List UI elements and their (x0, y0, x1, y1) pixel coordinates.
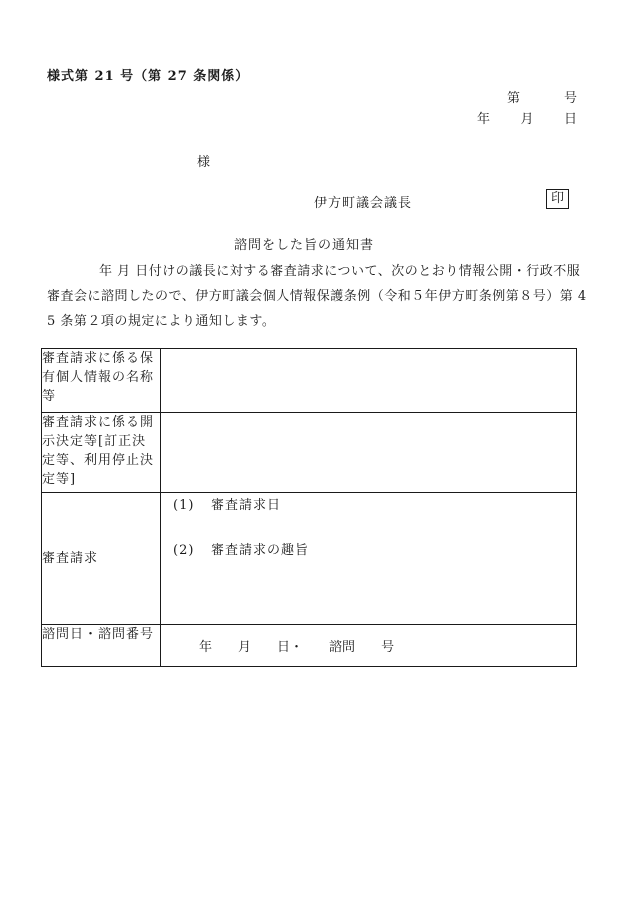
date-day: 日 (563, 112, 577, 127)
document-title: 諮問をした旨の通知書 (234, 238, 375, 253)
date-year: 年 (477, 112, 491, 127)
table-row (42, 493, 577, 625)
sender-name: 伊方町議会議長 (314, 196, 413, 211)
doc-number-suffix: 号 (563, 91, 577, 106)
addressee: 様 (197, 155, 211, 170)
value-disclosure-decision (161, 413, 577, 493)
label-disclosure-decision: 審査請求に係る開示決定等[訂正決定等、利用停止決定等] (42, 413, 161, 493)
table-row (42, 349, 577, 413)
label-review-request: 審査請求 (42, 493, 161, 625)
value-personal-info-name (161, 349, 577, 413)
review-request-date-item (173, 496, 564, 515)
inquiry-year: 年 (199, 639, 213, 655)
notice-table (41, 348, 577, 667)
label-personal-info-name: 審査請求に係る保有個人情報の名称等 (42, 349, 161, 413)
item-number: (1) (173, 498, 195, 513)
value-inquiry-date-number (161, 625, 577, 667)
item-number: (2) (173, 543, 195, 558)
doc-number-prefix: 第 (507, 91, 521, 106)
label-inquiry-date-number: 諮問日・諮問番号 (42, 625, 161, 667)
item-text: 審査請求の趣旨 (211, 543, 310, 558)
inquiry-day: 日・ (277, 639, 304, 655)
seal-stamp: 印 (546, 189, 569, 209)
inquiry-number: 号 (381, 639, 395, 655)
item-text: 審査請求日 (211, 498, 282, 513)
form-number: 様式第 21 号（第 27 条関係） (47, 69, 250, 84)
table-row (42, 413, 577, 493)
table-row (42, 625, 577, 667)
review-request-purpose-item (173, 541, 564, 560)
inquiry-label: 諮問 (329, 639, 356, 655)
inquiry-month: 月 (238, 639, 252, 655)
body-paragraph: 年 月 日付けの議長に対する審査請求について、次のとおり情報公開・行政不服審査会に諮問したので、伊方町議会個人情報保護条例（令和５年伊方町条例第８号）第 45 条第２項の規定により通知します。 (47, 264, 587, 329)
document-number (507, 87, 577, 106)
date-month: 月 (520, 112, 534, 127)
value-review-request (161, 493, 577, 625)
document-date (477, 108, 577, 127)
